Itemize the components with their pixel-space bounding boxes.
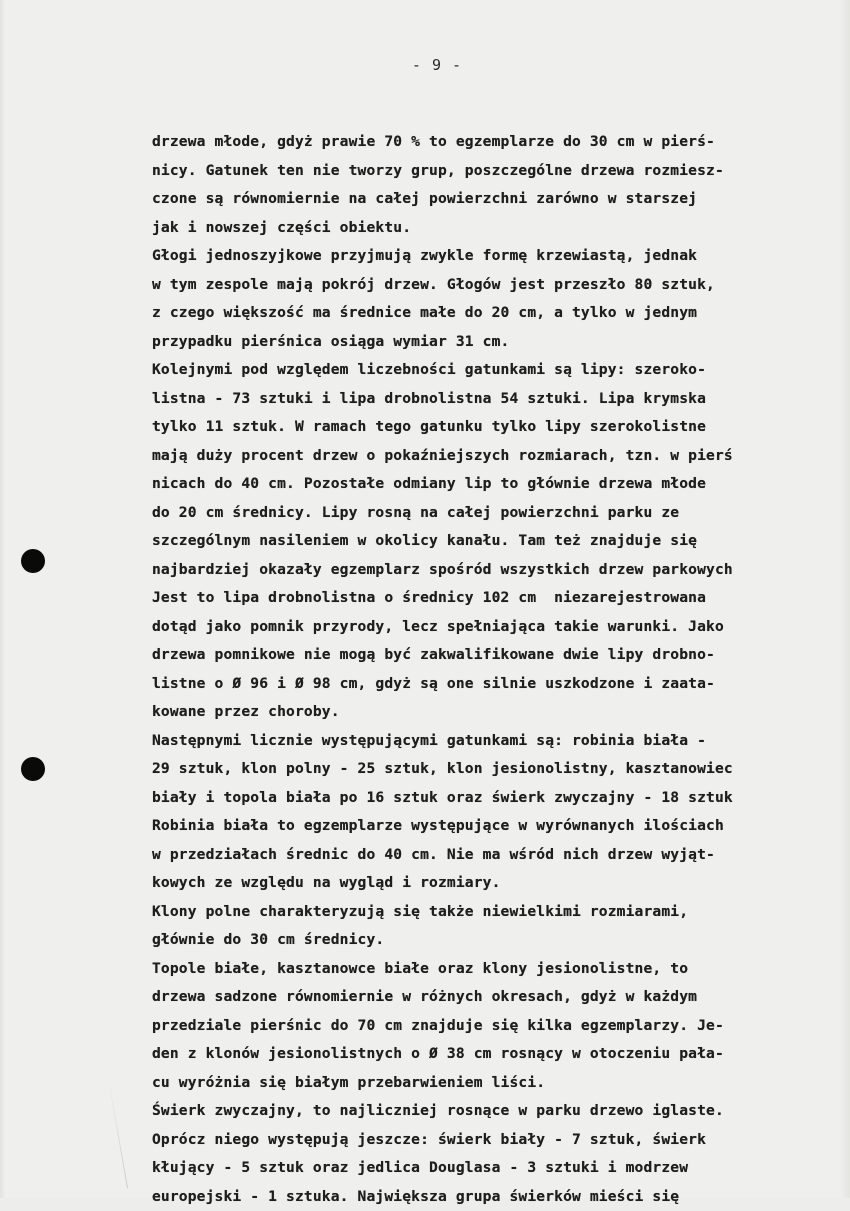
text-line: Jest to lipa drobnolistna o średnicy 102 cm niezarejestrowana: [152, 584, 842, 613]
text-line: głównie do 30 cm średnicy.: [152, 926, 842, 955]
text-line: europejski - 1 sztuka. Największa grupa świerków mieści się: [152, 1183, 842, 1211]
text-line: Topole białe, kasztanowce białe oraz klony jesionolistne, to: [152, 955, 842, 984]
text-line: cu wyróżnia się białym przebarwieniem liści.: [152, 1069, 842, 1098]
text-line: Świerk zwyczajny, to najliczniej rosnące w parku drzewo iglaste.: [152, 1097, 842, 1126]
text-line: Robinia biała to egzemplarze występujące w wyrównanych ilościach: [152, 812, 842, 841]
text-line: kowane przez choroby.: [152, 698, 842, 727]
text-line: szczególnym nasileniem w okolicy kanału. Tam też znajduje się: [152, 527, 842, 556]
text-line: przypadku pierśnica osiąga wymiar 31 cm.: [152, 328, 842, 357]
punch-hole-bottom: [21, 757, 45, 781]
text-line: nicy. Gatunek ten nie tworzy grup, poszczególne drzewa rozmiesz-: [152, 157, 842, 186]
text-line: dotąd jako pomnik przyrody, lecz spełniająca takie warunki. Jako: [152, 613, 842, 642]
text-line: listne o Ø 96 i Ø 98 cm, gdyż są one silnie uszkodzone i zaata-: [152, 670, 842, 699]
text-line: Głogi jednoszyjkowe przyjmują zwykle formę krzewiastą, jednak: [152, 242, 842, 271]
text-line: drzewa sadzone równomiernie w różnych okresach, gdyż w każdym: [152, 983, 842, 1012]
page-number: - 9 -: [0, 56, 850, 74]
text-line: przedziale pierśnic do 70 cm znajduje się kilka egzemplarzy. Je-: [152, 1012, 842, 1041]
punch-hole-top: [21, 549, 45, 573]
text-line: z czego większość ma średnice małe do 20 cm, a tylko w jednym: [152, 299, 842, 328]
text-line: w tym zespole mają pokrój drzew. Głogów jest przeszło 80 sztuk,: [152, 271, 842, 300]
typed-body-text: [152, 128, 842, 1211]
text-line: w przedziałach średnic do 40 cm. Nie ma wśród nich drzew wyjąt-: [152, 841, 842, 870]
text-line: mają duży procent drzew o pokaźniejszych rozmiarach, tzn. w pierś: [152, 442, 842, 471]
text-line: nicach do 40 cm. Pozostałe odmiany lip to głównie drzewa młode: [152, 470, 842, 499]
text-line: kłujący - 5 sztuk oraz jedlica Douglasa - 3 sztuki i modrzew: [152, 1154, 842, 1183]
text-line: 29 sztuk, klon polny - 25 sztuk, klon jesionolistny, kasztanowiec: [152, 755, 842, 784]
text-line: czone są równomiernie na całej powierzchni zarówno w starszej: [152, 185, 842, 214]
text-line: drzewa młode, gdyż prawie 70 % to egzemplarze do 30 cm w pierś-: [152, 128, 842, 157]
text-line: drzewa pomnikowe nie mogą być zakwalifikowane dwie lipy drobno-: [152, 641, 842, 670]
text-line: den z klonów jesionolistnych o Ø 38 cm rosnący w otoczeniu pała-: [152, 1040, 842, 1069]
text-line: tylko 11 sztuk. W ramach tego gatunku tylko lipy szerokolistne: [152, 413, 842, 442]
text-line: biały i topola biała po 16 sztuk oraz świerk zwyczajny - 18 sztuk: [152, 784, 842, 813]
text-line: Następnymi licznie występującymi gatunkami są: robinia biała -: [152, 727, 842, 756]
text-line: listna - 73 sztuki i lipa drobnolistna 54 sztuki. Lipa krymska: [152, 385, 842, 414]
text-line: kowych ze względu na wygląd i rozmiary.: [152, 869, 842, 898]
text-line: do 20 cm średnicy. Lipy rosną na całej powierzchni parku ze: [152, 499, 842, 528]
text-line: najbardziej okazały egzemplarz spośród wszystkich drzew parkowych: [152, 556, 842, 585]
text-line: jak i nowszej części obiektu.: [152, 214, 842, 243]
text-line: Oprócz niego występują jeszcze: świerk biały - 7 sztuk, świerk: [152, 1126, 842, 1155]
text-line: Kolejnymi pod względem liczebności gatunkami są lipy: szeroko-: [152, 356, 842, 385]
text-line: Klony polne charakteryzują się także niewielkimi rozmiarami,: [152, 898, 842, 927]
